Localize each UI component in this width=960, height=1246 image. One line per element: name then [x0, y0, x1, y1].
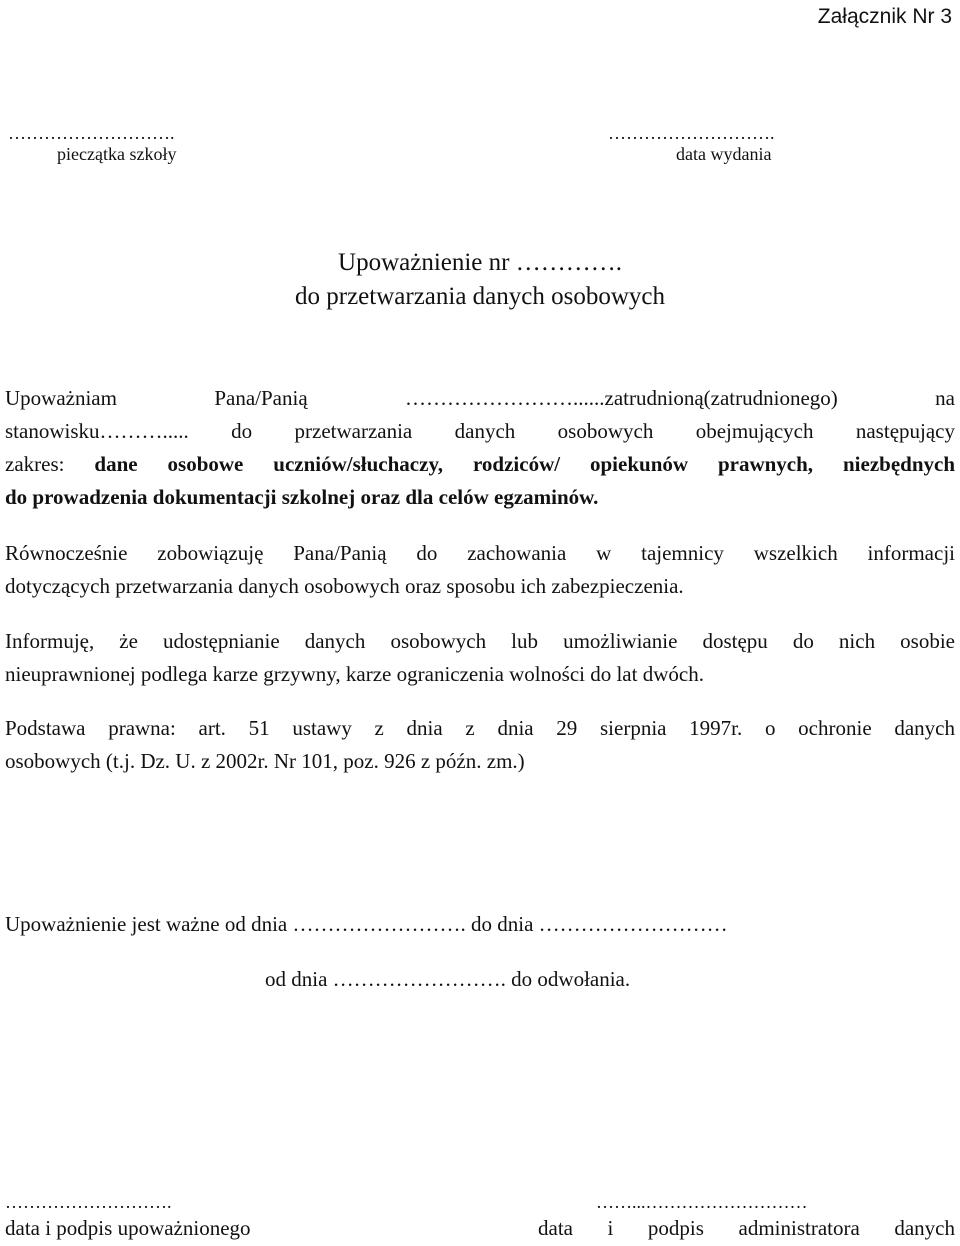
confidentiality-paragraph [5, 537, 955, 603]
scope-text-cont: do prowadzenia dokumentacji szkolnej oraz dla celów egzaminów. [5, 485, 599, 509]
page-title: Upoważnienie nr …………. [338, 249, 622, 276]
confidentiality-line-1: Równocześnie zobowiązuję Pana/Panią do zachowania w tajemnicy wszelkich informacji [5, 541, 955, 565]
signature-dots-right: ……...……………………… [596, 1192, 808, 1212]
penalty-line-1: Informuję, że udostępnianie danych osobowych lub umożliwianie dostępu do nich osobie [5, 629, 955, 653]
validity-line-2: od dnia ……………………. do odwołania. [265, 967, 631, 991]
penalty-paragraph [5, 625, 955, 691]
authorization-paragraph [5, 382, 955, 514]
validity-line-1: Upoważnienie jest ważne od dnia ……………………. do dnia ……………………… [5, 912, 728, 936]
legal-basis-paragraph [5, 712, 955, 778]
authorization-line-2: stanowisku………..... do przetwarzania danych osobowych obejmujących następujący [5, 419, 955, 443]
date-label: data wydania [676, 144, 772, 164]
authorization-line-4 [5, 481, 955, 514]
authorization-line-3 [5, 448, 955, 481]
scope-text: dane osobowe uczniów/słuchaczy, rodziców/ opiekunów prawnych, niezbędnych [94, 452, 956, 476]
signature-dots-left: ………………………. [5, 1192, 172, 1212]
scope-label: zakres: [5, 452, 95, 476]
confidentiality-line-2: dotyczących przetwarzania danych osobowych oraz sposobu ich zabezpieczenia. [5, 574, 684, 598]
legal-basis-line-2: osobowych (t.j. Dz. U. z 2002r. Nr 101, poz. 926 z późn. zm.) [5, 749, 525, 773]
stamp-label: pieczątka szkoły [57, 144, 177, 164]
page-subtitle: do przetwarzania danych osobowych [295, 283, 665, 310]
penalty-line-2: nieuprawnionej podlega karze grzywny, karze ograniczenia wolności do lat dwóch. [5, 662, 704, 686]
signature-label-right: data i podpis administratora danych [538, 1216, 955, 1240]
authorization-line-1: Upoważniam Pana/Panią ……………………......zatrudnioną(zatrudnionego) na [5, 386, 955, 410]
stamp-dots: ………………………. [8, 123, 175, 143]
signature-label-left: data i podpis upoważnionego [5, 1216, 251, 1240]
attachment-label: Załącznik Nr 3 [817, 5, 952, 28]
date-dots: ………………………. [608, 123, 775, 143]
legal-basis-line-1: Podstawa prawna: art. 51 ustawy z dnia z dnia 29 sierpnia 1997r. o ochronie danych [5, 716, 955, 740]
